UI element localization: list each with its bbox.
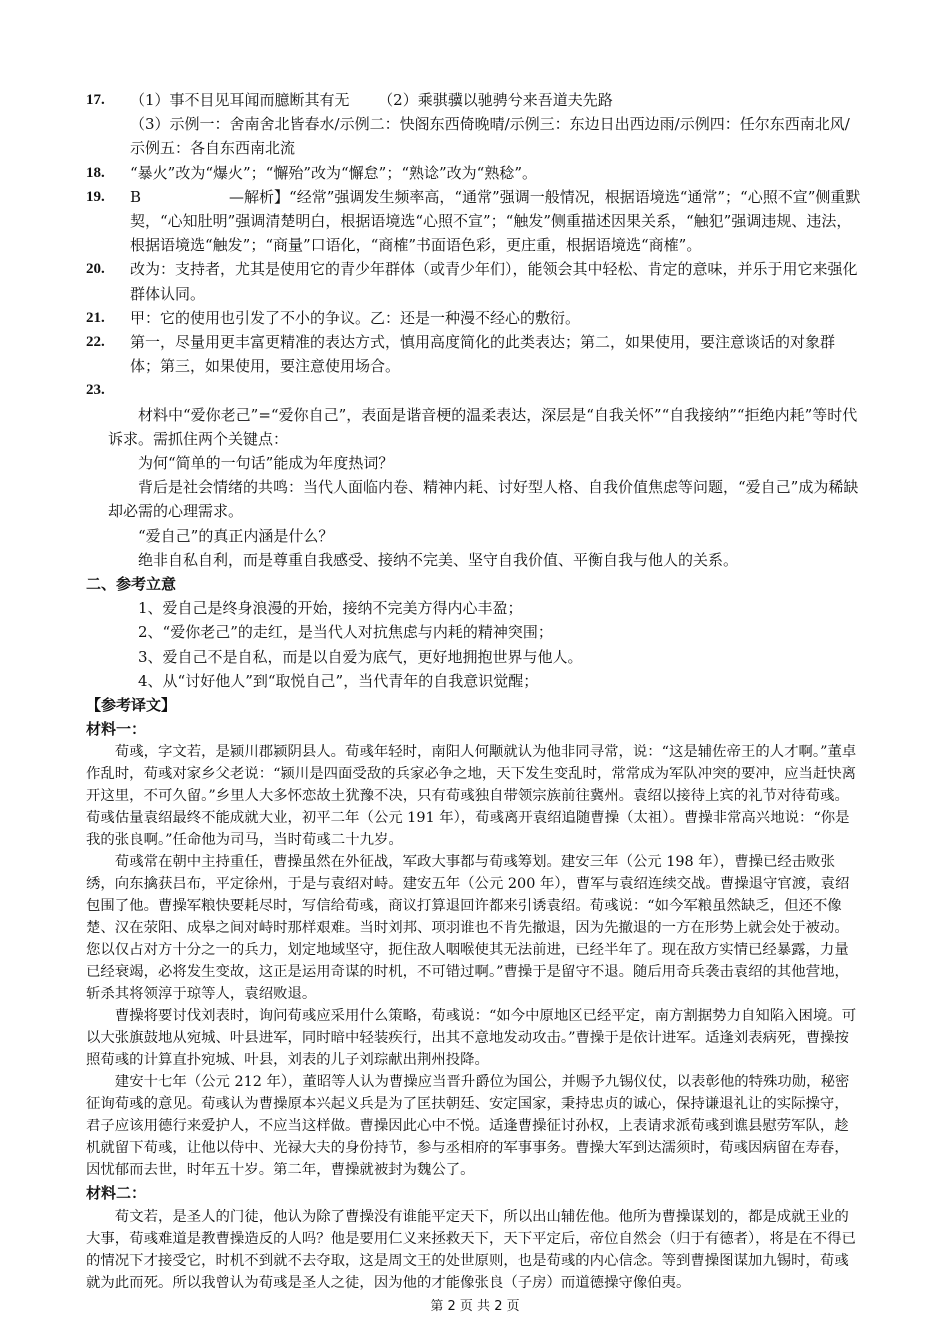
question-number: 17.: [86, 92, 105, 108]
q23-paragraph: 材料中“爱你老己”=“爱你自己”，表面是谐音梗的温柔表达，深层是“自我关怀”“自我接纳”“拒绝内耗”等时代诉求。需抓住两个关键点：: [108, 405, 858, 448]
translation-header: 【参考译文】: [86, 696, 177, 715]
q23-paragraph: 为何“简单的一句话”能成为年度热词？: [138, 454, 394, 473]
q22-answer: 第一，尽量用更丰富更精准的表达方式，慎用高度简化的此类表达；第二，如果使用，要注意谈话的对象群体；第三，如果使用，要注意使用场合。: [130, 333, 836, 376]
reference-ideas: [86, 596, 862, 693]
question-20: [86, 257, 862, 305]
q17-answer-3: （3）示例一：舍南舍北皆春水/示例二：快阁东西倚晚晴/示例三：东边日出西边雨/示例四：任尔东西南北风/示例五：各自东西南北流: [130, 115, 850, 158]
translation-paragraph: 建安十七年（公元 212 年），董昭等人认为曹操应当晋升爵位为国公，并赐予九锡仪仗，以表彰他的特殊功勋，秘密征询荀彧的意见。荀彧认为曹操原本兴起义兵是为了匡扶朝廷、安定国家，秉持忠贞的诚心，保持谦退礼让的实际操守，君子应该用德行来爱护人，不应当这样做。曹操因此心中不悦。适逢曹操征讨孙权，上表请求派荀彧到谯县慰劳军队，趁机就留下荀彧，让他以侍中、光禄大夫的身份持节，参与丞相府的军事事务。曹操大军到达濡须时，荀彧因病留在寿春，因忧郁而去世，时年五十岁。第二年，曹操就被封为魏公了。: [86, 1074, 850, 1179]
question-number: 23.: [86, 382, 105, 399]
question-21: [86, 306, 862, 330]
translation-paragraph: 荀文若，是圣人的门徒，他认为除了曹操没有谁能平定天下，所以出山辅佐他。他所为曹操谋划的，都是成就王业的大事，荀彧难道是教曹操造反的人吗？他是要用仁义来拯救天下，天下平定后，帝位自然会（归于有德者），将是在不得已的情况下才接受它，时机不到就不去夺取，这是周文王的处世原则，也是荀彧的内心信念。等到曹操图谋加九锡时，荀彧就为此而死。所以我曾认为荀彧是圣人之徒，因为他的才能像张良（子房）而道德操守像伯夷。: [86, 1208, 856, 1291]
q21-answer: 甲：它的使用也引发了不小的争议。乙：还是一种漫不经心的敷衍。: [130, 308, 581, 327]
idea-item: 1、爱自己是终身浪漫的开始，接纳不完美方得内心丰盈；: [138, 599, 523, 618]
q17-answer-2: （2）乘骐骥以驰骋兮来吾道夫先路: [378, 91, 613, 109]
translation-paragraph: 荀彧，字文若，是颍川郡颍阴县人。荀彧年轻时，南阳人何颙就认为他非同寻常，说：“这是辅佐帝王的人才啊。”董卓作乱时，荀彧对家乡父老说：“颍川是四面受敌的兵家必争之地，天下发生变乱时，常常成为军队冲突的要冲，应当赶快离开这里，不可久留。”乡里人大多怀恋故土犹豫不决，只有荀彧独自带领宗族前往冀州。袁绍以接待上宾的礼节对待荀彧。荀彧估量袁绍最终不能成就大业，初平二年（公元 191 年），荀彧离开袁绍追随曹操（太祖）。曹操非常高兴地说：“你是我的张良啊。”任命他为司马，当时荀彧二十九岁。: [86, 744, 857, 849]
material-1-title: 材料一：: [86, 720, 147, 739]
idea-item: 2、“爱你老己”的走红，是当代人对抗焦虑与内耗的精神突围；: [138, 623, 553, 642]
material-2-translation: [86, 1206, 862, 1294]
question-number: 19.: [86, 188, 105, 205]
question-18: [86, 161, 862, 185]
question-17: [86, 88, 862, 161]
idea-item: 3、爱自己不是自私，而是以自爱为底气，更好地拥抱世界与他人。: [138, 647, 583, 666]
translation-paragraph: 曹操将要讨伐刘表时，询问荀彧应采用什么策略，荀彧说：“如今中原地区已经平定，南方割据势力自知陷入困境。可以大张旗鼓地从宛城、叶县进军，同时暗中轻装疾行，出其不意地发动攻击。”曹操于是依计进军。适逢刘表病死，曹操按照荀彧的计算直扑宛城、叶县，刘表的儿子刘琮献出荆州投降。: [86, 1008, 857, 1069]
q19-choice: B: [130, 187, 142, 206]
q17-answer-1: （1）事不目见耳闻而臆断其有无: [130, 91, 350, 109]
question-22: [86, 330, 862, 378]
material-1-translation: [86, 741, 862, 1181]
question-number: 20.: [86, 261, 105, 278]
q23-paragraph: 绝非自私自利，而是尊重自我感受、接纳不完美、坚守自我价值、平衡自我与他人的关系。: [138, 550, 739, 569]
idea-item: 4、从“讨好他人”到“取悦自己”，当代青年的自我意识觉醒；: [138, 671, 539, 690]
answer-page: [86, 88, 862, 1294]
q20-answer: 改为：支持者，尤其是使用它的青少年群体（或青少年们），能领会其中轻松、肯定的意味，并乐于用它来强化群体认同。: [130, 260, 858, 303]
question-19: [86, 185, 862, 258]
question-number: 21.: [86, 309, 105, 326]
q18-answer: “暴火”改为“爆火”；“懈殆”改为“懈怠”；“熟谂”改为“熟稔”。: [130, 163, 538, 182]
q23-paragraph: 背后是社会情绪的共鸣：当代人面临内卷、精神内耗、讨好型人格、自我价值焦虑等问题，“爱自己”成为稀缺却必需的心理需求。: [108, 478, 859, 521]
question-number: 22.: [86, 334, 105, 351]
section-title: 二、参考立意: [86, 575, 177, 594]
question-number: 18.: [86, 164, 105, 181]
page-footer: 第 2 页 共 2 页: [430, 1299, 520, 1314]
material-2-title: 材料二：: [86, 1184, 147, 1203]
translation-paragraph: 荀彧常在朝中主持重任，曹操虽然在外征战，军政大事都与荀彧筹划。建安三年（公元 198 年），曹操已经击败张绣，向东擒获吕布，平定徐州，于是与袁绍对峙。建安五年（公元 200 年），曹军与袁绍连续交战。曹操退守官渡，袁绍包围了他。曹操军粮快要耗尽时，写信给荀彧，商议打算退回许都来引诱袁绍。荀彧说：“如今军粮虽然缺乏，但还不像楚、汉在荥阳、成皋之间对峙时那样艰难。当时刘邦、项羽谁也不肯先撤退，因为先撤退的一方在形势上就会处于被动。您以仅占对方十分之一的兵力，划定地域坚守，扼住敌人咽喉使其无法前进，已经半年了。现在敌方实情已经暴露，力量已经衰竭，必将发生变故，这正是运用奇谋的时机，不可错过啊。”曹操于是留守不退。随后用奇兵袭击袁绍的其他营地，斩杀其将领淳于琼等人，袁绍败退。: [86, 854, 850, 1003]
question-23: [86, 378, 862, 402]
q19-explanation: —解析】“经常”强调发生频率高，“通常”强调一般情况，根据语境选“通常”；“心照不宣”侧重默契，“心知肚明”强调清楚明白，根据语境选“心照不宣”；“触发”侧重描述因果关系，“触犯”强调违规、违法，根据语境选“触发”；“商量”口语化，“商榷”书面语色彩，更庄重，根据语境选“商榷”。: [130, 187, 861, 255]
q23-paragraph: “爱自己”的真正内涵是什么？: [138, 526, 334, 545]
q23-answer: [86, 403, 862, 572]
